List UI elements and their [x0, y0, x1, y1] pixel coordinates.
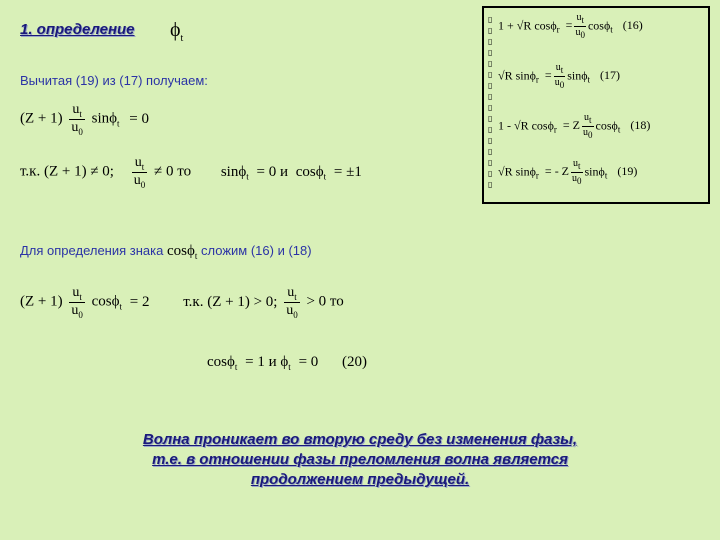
- system-equation-4: [498, 158, 637, 187]
- sys-eq: =: [544, 68, 552, 83]
- system-brace: ▯ ▯ ▯ ▯ ▯ ▯ ▯ ▯ ▯ ▯ ▯ ▯ ▯ ▯ ▯ ▯: [488, 15, 493, 189]
- sys-left-sub: r: [553, 124, 557, 135]
- sys-den-sub: 0: [559, 80, 565, 90]
- sys-func: sinϕ: [567, 68, 588, 83]
- eq2-sin: sinϕ: [220, 163, 247, 180]
- eq2-cos-sub: t: [323, 171, 327, 182]
- equation-2: [20, 155, 362, 190]
- sys-left: 1 - √R cosϕ: [498, 118, 554, 133]
- eq2-num-sub: t: [141, 161, 145, 172]
- eq1-den: u: [71, 119, 79, 135]
- sys-fraction: [574, 12, 586, 41]
- sign-func: [167, 243, 197, 259]
- eq3-cden-sub: 0: [293, 309, 298, 320]
- sys-num-sub: t: [581, 15, 584, 25]
- sys-left-sub: r: [535, 170, 539, 181]
- sys-eq: = Z: [562, 118, 581, 133]
- eq1-den-sub: 0: [78, 126, 83, 137]
- sys-left-sub: r: [556, 24, 560, 35]
- eq2-prefix: т.к. (Z + 1) ≠ 0;: [20, 163, 114, 180]
- eq2-sin-sub: t: [246, 171, 249, 182]
- conclusion-line-2: т.е. в отношении фазы преломления волна является: [152, 451, 568, 468]
- system-equation-1: [498, 12, 643, 41]
- eq4-b-rhs: = 0: [298, 354, 319, 370]
- sys-num: u: [573, 158, 578, 169]
- equation-system-box: [482, 6, 710, 204]
- sys-fraction: [582, 112, 594, 141]
- sys-num: u: [584, 112, 589, 123]
- eq1-fraction: [69, 102, 85, 137]
- eq1-num: u: [72, 102, 80, 117]
- system-equation-2: [498, 62, 620, 91]
- sys-label: (18): [630, 118, 651, 133]
- eq3-den-sub: 0: [78, 309, 83, 320]
- eq2-num: u: [134, 155, 142, 170]
- sys-den: u: [572, 173, 578, 184]
- sys-func: cosϕ: [595, 118, 618, 133]
- sys-left-sub: r: [535, 74, 539, 85]
- equation-4: [207, 354, 367, 372]
- eq3-cnum-sub: t: [294, 291, 297, 302]
- sys-func-sub: t: [587, 74, 591, 85]
- sys-den: u: [575, 27, 581, 38]
- sys-den: u: [583, 127, 589, 138]
- sys-fraction: [571, 158, 583, 187]
- sys-den-sub: 0: [588, 130, 593, 140]
- eq2-fraction: [132, 155, 148, 190]
- eq1-left: (Z + 1): [20, 110, 63, 127]
- eq1-func-sub: t: [117, 118, 120, 129]
- title-phi-symbol: [170, 19, 183, 44]
- eq3-crhs: > 0 то: [306, 293, 344, 310]
- sys-num: u: [576, 12, 582, 23]
- phi-subscript: t: [180, 33, 184, 44]
- sys-label: (16): [622, 18, 643, 33]
- sign-text-after: сложим (16) и (18): [201, 243, 312, 258]
- sys-num-sub: t: [589, 115, 592, 125]
- sys-label: (17): [600, 68, 621, 83]
- eq1-func: sinϕ: [91, 110, 118, 127]
- eq3-cden: u: [286, 302, 294, 318]
- intro-text: Вычитая (19) из (17) получаем:: [20, 73, 208, 88]
- sign-text: [20, 243, 312, 261]
- sys-den-sub: 0: [577, 176, 582, 186]
- eq4-label: (20): [342, 354, 368, 370]
- sys-func-sub: t: [604, 170, 608, 181]
- eq1-right: = 0: [129, 110, 150, 127]
- equation-1: [20, 102, 149, 137]
- sys-den-sub: 0: [580, 30, 585, 40]
- eq2-mid: ≠ 0 то: [153, 163, 192, 180]
- eq2-den: u: [133, 172, 141, 188]
- sys-fraction: [554, 62, 566, 91]
- conclusion-text: [0, 430, 720, 490]
- sign-func-sub: t: [194, 251, 198, 261]
- eq3-cnum: u: [287, 285, 295, 300]
- sys-func: cosϕ: [587, 18, 611, 33]
- sys-num: u: [555, 62, 561, 73]
- sys-left: 1 + √R cosϕ: [498, 18, 557, 33]
- eq3-den: u: [71, 302, 79, 318]
- eq3-func: cosϕ: [91, 293, 120, 310]
- eq1-num-sub: t: [79, 108, 82, 119]
- eq3-func-sub: t: [119, 301, 123, 312]
- system-equation-3: [498, 112, 650, 141]
- equation-3: [20, 285, 344, 320]
- sys-num-sub: t: [578, 161, 581, 171]
- conclusion-line-1: Волна проникает во вторую среду без изменения фазы,: [142, 431, 578, 448]
- sys-left: √R sinϕ: [498, 68, 536, 83]
- eq3-cond: т.к. (Z + 1) > 0;: [183, 293, 278, 310]
- sys-label: (19): [617, 164, 638, 179]
- eq2-sin-rhs: = 0 и: [256, 163, 288, 180]
- sys-eq: = - Z: [544, 164, 570, 179]
- eq3-num: u: [72, 285, 80, 300]
- eq3-rhs: = 2: [129, 293, 150, 310]
- eq3-fraction: [69, 285, 85, 320]
- sys-eq: =: [565, 18, 573, 33]
- eq4-a: cosϕ: [207, 354, 235, 370]
- eq2-cos-rhs: = ±1: [333, 163, 362, 180]
- eq3-left: (Z + 1): [20, 293, 63, 310]
- section-title: 1. определение: [20, 21, 135, 38]
- conclusion-line-3: продолжением предыдущей.: [250, 471, 470, 488]
- sys-left: √R sinϕ: [498, 164, 536, 179]
- eq4-a-rhs: = 1 и ϕ: [245, 354, 289, 370]
- eq2-den-sub: 0: [140, 179, 146, 190]
- sys-func: sinϕ: [584, 164, 605, 179]
- eq4-b-sub: t: [288, 362, 291, 372]
- sys-func-sub: t: [617, 124, 621, 135]
- sys-num-sub: t: [560, 65, 564, 75]
- eq2-cos: cosϕ: [295, 163, 324, 180]
- eq3-cond-fraction: [284, 285, 300, 320]
- eq4-a-sub: t: [234, 362, 238, 372]
- sys-func-sub: t: [610, 24, 613, 35]
- sign-func-text: cosϕ: [166, 243, 195, 259]
- sign-text-before: Для определения знака: [20, 243, 164, 258]
- sys-den: u: [554, 77, 560, 88]
- phi-symbol: ϕ: [170, 19, 181, 41]
- eq3-num-sub: t: [79, 291, 82, 302]
